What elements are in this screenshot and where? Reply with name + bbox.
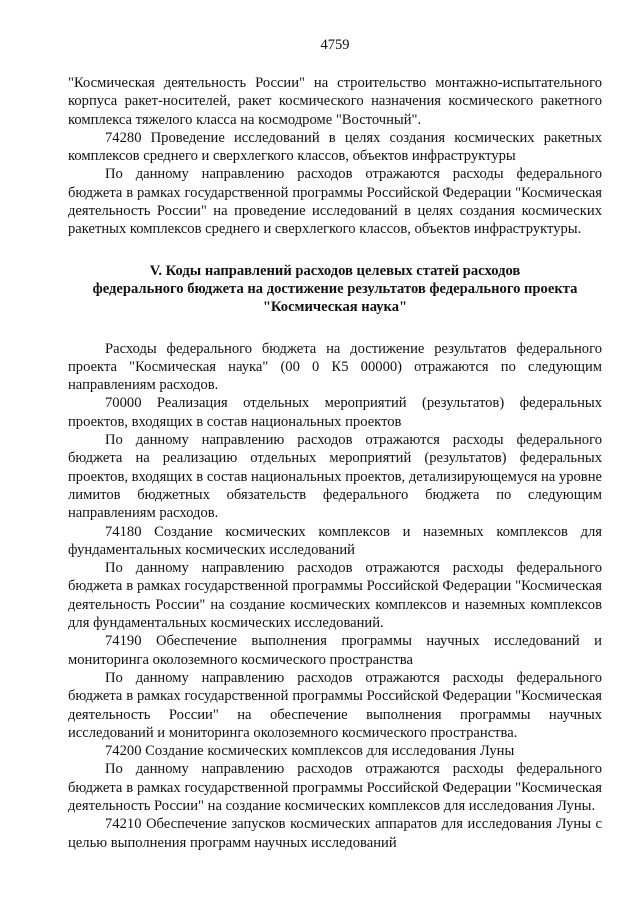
paragraph-74280-description: По данному направлению расходов отражаются расходы федерального бюджета в рамках государственной программы Российской Федерации "Космическая деятельность России" на проведение исследований в целях создания космических ракетных комплексов среднего и сверхлегкого классов, объектов инфраструктуры.	[68, 166, 602, 238]
paragraph-code-74280: 74280 Проведение исследований в целях создания космических ракетных комплексов среднего и сверхлегкого классов, объектов инфраструктуры	[68, 129, 602, 165]
section-heading-line: федерального бюджета на достижение результатов федерального проекта	[92, 280, 578, 297]
section-heading	[68, 262, 602, 317]
paragraph-code-70000: 70000 Реализация отдельных мероприятий (результатов) федеральных проектов, входящих в состав национальных проектов	[68, 395, 602, 430]
paragraph-code-74210: 74210 Обеспечение запусков космических аппаратов для исследования Луны с целью выполнения программ научных исследований	[68, 816, 602, 851]
paragraph-74200-description: По данному направлению расходов отражаются расходы федерального бюджета в рамках государственной программы Российской Федерации "Космическая деятельность России" на создание космических комплексов для исследования Луны.	[68, 761, 602, 814]
paragraph-74190-description: По данному направлению расходов отражаются расходы федерального бюджета в рамках государственной программы Российской Федерации "Космическая деятельность России" на обеспечение выполнения программы научных исследований и мониторинга околоземного космического пространства.	[68, 669, 602, 741]
paragraph-code-74180: 74180 Создание космических комплексов и наземных комплексов для фундаментальных космических исследований	[68, 523, 602, 558]
paragraph-continuation: "Космическая деятельность России" на строительство монтажно-испытательного корпуса ракет-носителей, ракет космического назначения космического ракетного комплекса тяжелого класса на космодроме "Восточный".	[68, 75, 602, 128]
section-heading-line: V. Коды направлений расходов целевых статей расходов	[149, 262, 521, 279]
paragraph-intro: Расходы федерального бюджета на достижение результатов федерального проекта "Космическая наука" (00 0 К5 00000) отражаются по следующим направлениям расходов.	[68, 340, 602, 394]
paragraph-74180-description: По данному направлению расходов отражаются расходы федерального бюджета в рамках государственной программы Российской Федерации "Космическая деятельность России" на создание космических комплексов и наземных комплексов для фундаментальных космических исследований.	[68, 560, 602, 632]
paragraph-code-74190: 74190 Обеспечение выполнения программы научных исследований и мониторинга околоземного космического пространства	[68, 633, 602, 668]
page-number: 4759	[320, 37, 350, 53]
section-heading-line: "Космическая наука"	[262, 299, 408, 316]
paragraph-code-74200: 74200 Создание космических комплексов для исследования Луны	[105, 743, 515, 760]
paragraph-70000-description: По данному направлению расходов отражаются расходы федерального бюджета на реализацию отдельных мероприятий (результатов) федеральных проектов, входящих в состав национальных проектов, детализирующемуся на уровне лимитов бюджетных обязательств федерального бюджета по следующим направлениям расходов.	[68, 432, 602, 522]
